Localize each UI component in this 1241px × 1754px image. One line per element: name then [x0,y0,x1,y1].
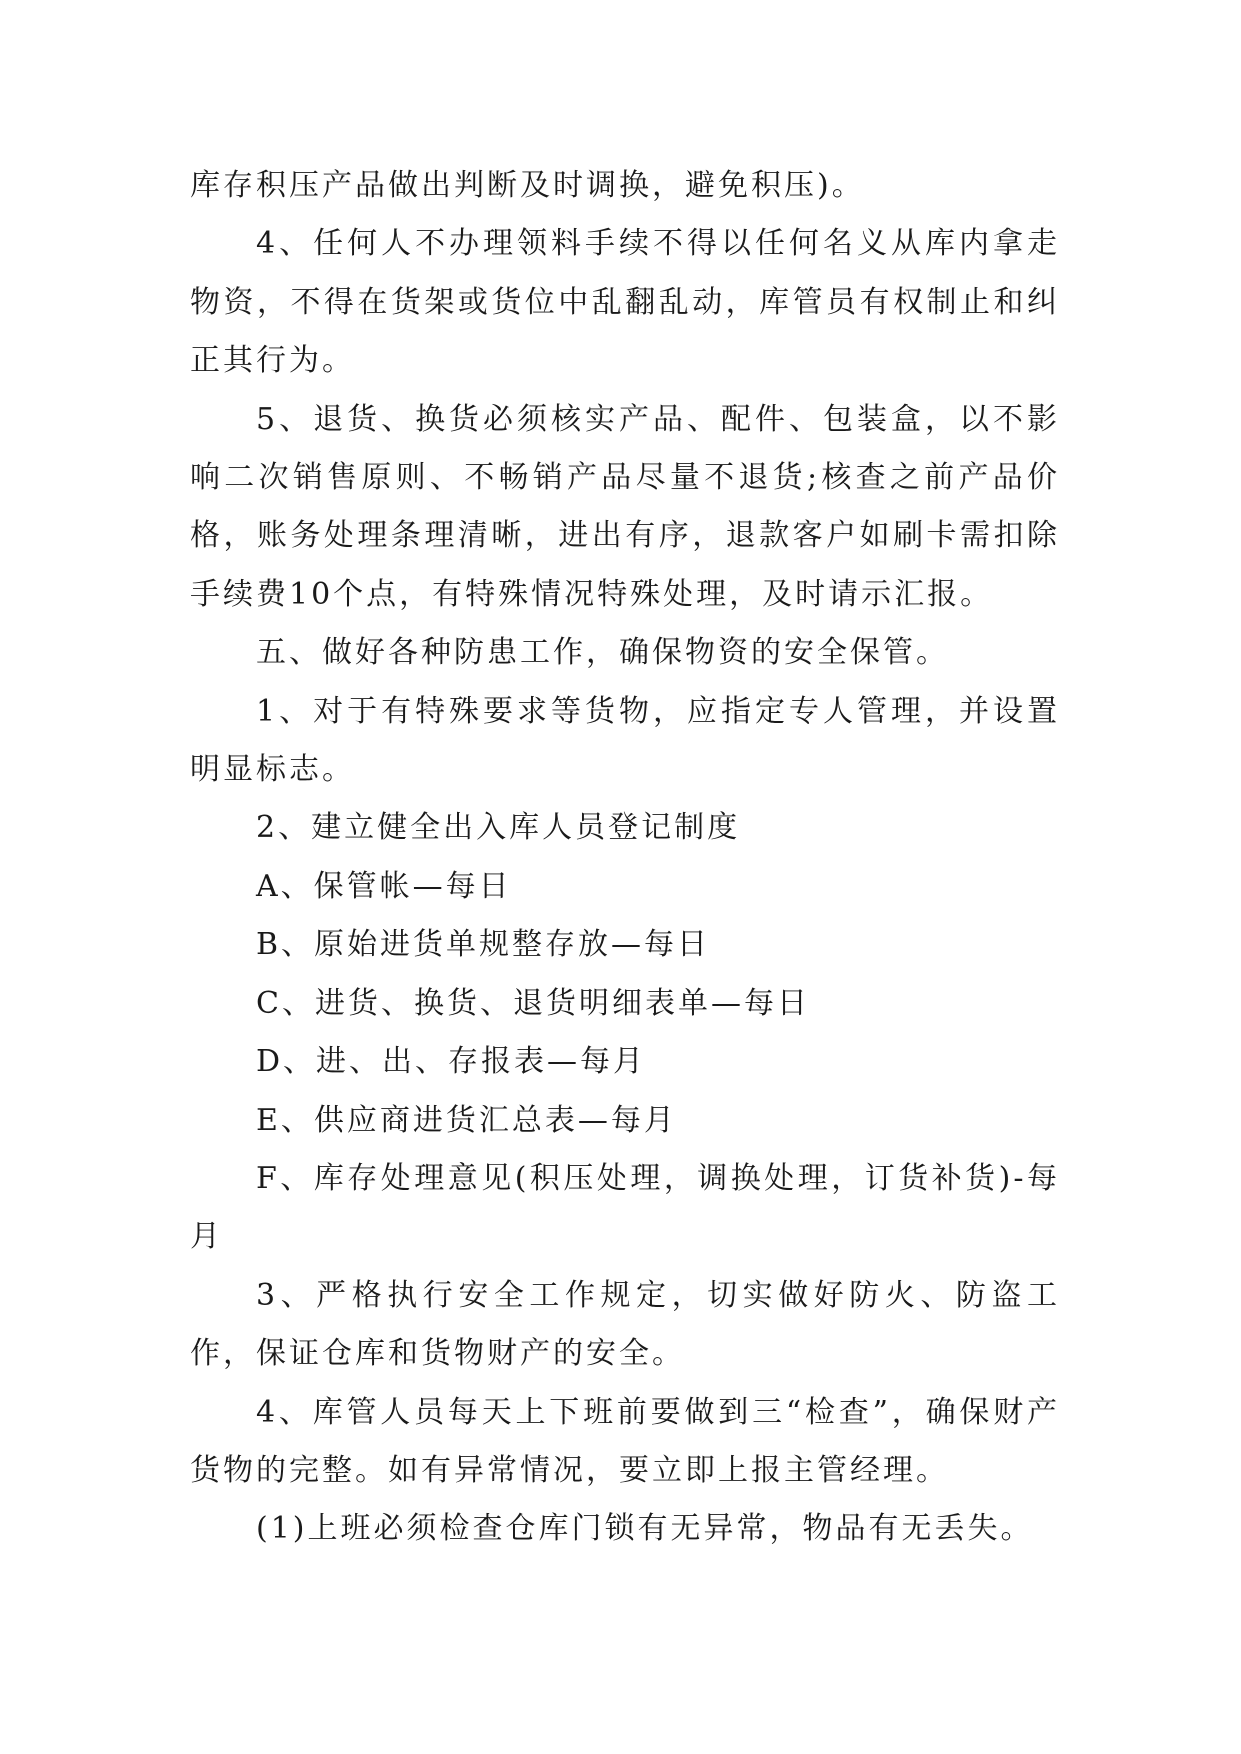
list-item: E、供应商进货汇总表—每月 [256,1102,677,1138]
paragraph: 2、建立健全出入库人员登记制度 [256,810,741,846]
paragraph: 4、任何人不办理领料手续不得以任何名义从库内拿走物资，不得在货架或货位中乱翻乱动，库管员有权制止和纠正其行为。 [190,226,1060,379]
paragraph: 3、严格执行安全工作规定，切实做好防火、防盗工作，保证仓库和货物财产的安全。 [190,1277,1060,1372]
paragraph: 1、对于有特殊要求等货物，应指定专人管理，并设置明显标志。 [190,693,1060,788]
section-heading: 五、做好各种防患工作，确保物资的安全保管。 [256,635,949,671]
paragraph: 库存积压产品做出判断及时调换，避免积压)。 [190,168,865,203]
list-item: F、库存处理意见(积压处理，调换处理，订货补货)-每月 [190,1160,1060,1255]
document-body [190,157,1060,1559]
paragraph: (1)上班必须检查仓库门锁有无异常，物品有无丢失。 [256,1511,1034,1547]
list-item: B、原始进货单规整存放—每日 [256,927,711,963]
paragraph: 5、退货、换货必须核实产品、配件、包装盒，以不影响二次销售原则、不畅销产品尽量不退货;核查之前产品价格，账务处理条理清晰，进出有序，退款客户如刷卡需扣除手续费10个点，有特殊情况特殊处理，及时请示汇报。 [190,401,1060,612]
list-item: C、进货、换货、退货明细表单—每日 [256,985,810,1021]
paragraph: 4、库管人员每天上下班前要做到三“检查”，确保财产货物的完整。如有异常情况，要立即上报主管经理。 [190,1394,1060,1488]
list-item: D、进、出、存报表—每月 [256,1044,647,1080]
list-item: A、保管帐—每日 [256,868,512,904]
